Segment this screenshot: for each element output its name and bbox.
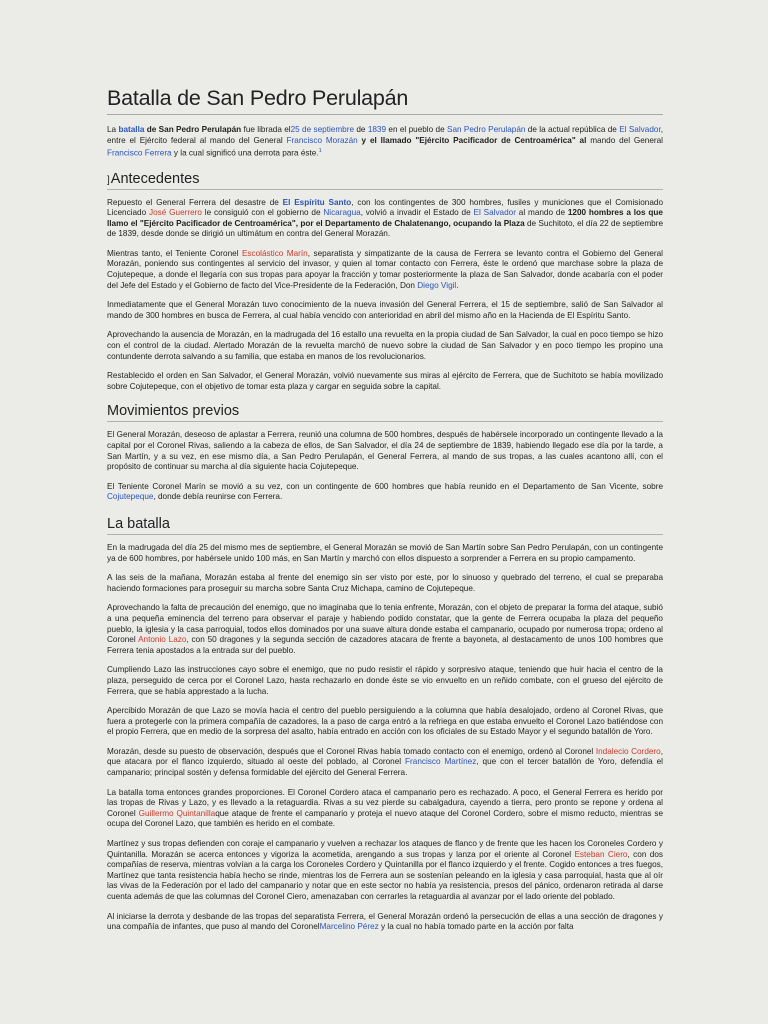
text: , volvió a invadir el Estado de [360,208,474,218]
text: de [354,125,368,134]
text: , con los contingentes de 300 hombres, fusiles y municiones que el Comisionado Licenciado [107,197,663,218]
text: y la cual no había tomado parte en la acción por falta [378,922,574,932]
text: , que con el tercer batallón de Yoro, defendía el campanario; principal sostén y defensa formidable del ejército del General Ferrera. [107,757,663,778]
text: en el pueblo de [386,125,447,134]
paragraph: A las seis de la mañana, Morazán estaba al frente del enemigo sin ser visto por este, por lo sinuoso y quebrado del terreno, el cual se preparaba haciendo formaciones para proseguir su marcha sobre Santa Cruz Michapa, camino de Cojutepeque. [107,573,663,593]
text: Martínez y sus tropas defienden con coraje el campanario y vuelven a rechazar los ataques de flanco y de frente que les hacen los Coroneles Cordero y Quintanilla. Morazán se acerca entonces y vigoriza la acometida, arengando a sus tropas y lanza por el oriente al Coronel [107,839,663,859]
section-heading-antecedentes [107,171,663,190]
link-year[interactable]: 1839 [367,125,387,134]
link-el-salvador[interactable]: El Salvador [619,125,661,134]
link-indalecio-cordero[interactable]: Indalecio Cordero [595,746,661,756]
paragraph: Cumpliendo Lazo las instrucciones cayo sobre el enemigo, que no pudo resistir el rápido y sorpresivo ataque, teniendo que huir hacia el centro de la plaza, perseguido de cerca por el Coronel Lazo, hasta rechazarlo en donde éste se vio envuelto en un reñido combate, con el grueso del ejército de Ferrera, que se había apprestado a la lucha. [107,665,663,696]
text: . [456,280,459,290]
text: le consiguió con el gobierno de [201,208,324,218]
link-el-salvador[interactable]: El Salvador [473,208,516,218]
text: , con dos compañías de reserva, mientras volvían a la carga los Coroneles Cordero y Quintanilla por el flanco izquierdo y el frente. Cogido entonces a tres fuegos, Martínez que tanta resistencia había hecho se rinde, mientras los de Ferrera aun se sostenían peleando en la iglesia y casa parroquial, hasta que al oír las vivas de la Federación por el lado del campanario y notar que en este sector no había ya resistencia, presos del pánico, ordenaron retirada al darse cuenta además de que las columnas del Coronel Ciero, amenazaban con cerrarles la retaguardia al avanzar por el lado oriente del poblado. [107,849,663,902]
link-marcelino-perez[interactable]: Marcelino Pérez [319,922,379,932]
text: , separatista y simpatizante de la causa de Ferrera se levanto contra el Gobierno del General Morazán, poniendo sus contingentes al servicio del invasor, y quien al tomar contacto con Ferrera, éste le ordenó que marchase sobre la plaza de Cojutepeque, a donde el llegaría con sus tropas para apoyar la fracción y tomar posteriormente la plaza de San Salvador, donde acabaría con el poder del Jefe del Estado y el Gobierno de facto del Vice-Presidente de la Federación, Don [107,248,663,290]
paragraph [107,839,663,903]
paragraph [107,788,663,830]
paragraph [107,603,663,656]
paragraph: En la madrugada del día 25 del mismo mes de septiembre, el General Morazán se movió de San Martín sobre San Pedro Perulapán, con un contingente ya de 600 hombres, por habérsele unido 100 más, en San Martín y marchó con ellos dispuesto a sorprender a Ferrera en su propio campamento. [107,542,663,563]
text: y la cual significó una derrota para éste. [171,148,319,158]
text: , entre el Ejército federal al mando del General [107,125,663,145]
text: , donde debía reunirse con Ferrera. [153,492,283,502]
text: La [107,125,119,134]
link-san-pedro[interactable]: San Pedro Perulapán [446,125,526,134]
text: Morazán, desde su puesto de observación, después que el Coronel Rivas había tomado contacto con el enemigo, ordenó al Coronel [107,746,596,756]
link-guillermo-quintanilla[interactable]: Guillermo Quintanilla [138,808,216,818]
footnote-ref[interactable]: 1 [318,148,322,155]
link-escolastico-marin[interactable]: Escolástico Marín [241,248,308,258]
bold-text: y el llamado "Ejército Pacificador de Centroamérica" al [357,135,587,145]
section-heading-movimientos: Movimientos previos [107,403,663,422]
text: , que atacara por el flanco izquierdo, situado al oeste del poblado, al Coronel [107,746,663,767]
bold-text: de San Pedro Perulapán [144,125,242,134]
paragraph [107,198,663,240]
text: El Teniente Coronel Marín se movió a su vez, con un contingente de 600 hombres que había reunido en el Departamento de San Vicente, sobre [107,481,663,491]
link-morazan[interactable]: Francisco Morazán [286,135,358,145]
text: Repuesto el General Ferrera del desastre de [107,197,283,207]
link-date[interactable]: 25 de septiembre [290,125,355,134]
link-ferrera[interactable]: Francisco Ferrera [107,148,172,158]
text: Al iniciarse la derrota y desbande de las tropas del separatista Ferrera, el General Morazán ordenó la persecución de ellas a una sección de dragones y una compañía de infantes, que puso al mando del Coronel [107,911,663,932]
paragraph [107,249,663,291]
text: mando del General [586,135,663,145]
text: de la actual república de [525,125,620,134]
link-cojutepeque[interactable]: Cojutepeque [107,492,154,502]
text: de Suchitoto, el día 22 de septiembre de 1839, desde donde se dirigió un ultimátum en contra del General Morazán. [107,218,664,239]
paragraph [107,747,663,779]
article-title: Batalla de San Pedro Perulapán [107,86,663,115]
link-antonio-lazo[interactable]: Antonio Lazo [138,635,187,645]
text: al mando de [515,208,568,218]
text: La batalla toma entonces grandes proporciones. El Coronel Cordero ataca el campanario pero es rechazado. A poco, el General Ferrera es herido por las tropas de Rivas y Lazo, y es llevado a la retaguardia. Rivas a su vez pierde su cabalgadura, cayendo a tierra, pero pronto se repone y ordena al Coronel [107,787,663,818]
paragraph: El General Morazán, deseoso de aplastar a Ferrera, reunió una columna de 500 hombres, después de habérsele incorporado un contingente llevado a la capital por el Coronel Rivas, saliendo a la cabeza de ellos, de San Salvador, el día 24 de septiembre de 1839, habiendo llegado ese día por la tarde, a San Martín, y a su vez, en ese mismo día, a San Pedro Perulapán, el General Ferrera, al mando de sus tropas, a las cuales acantono allí, con el propósito de continuar su marcha al día siguiente hacia Cojutepeque. [107,430,663,472]
heading-text: Antecedentes [110,170,200,187]
link-jose-guerrero[interactable]: José Guerrero [149,208,202,218]
text: que ataque de frente el campanario y proteja el nuevo ataque del Coronel Cordero, sobre el mismo reducto, mientras se ocupa del Coronel Lazo, que también es herido en el combate. [107,808,664,829]
paragraph: Restablecido el orden en San Salvador, el General Morazán, volvió nuevamente sus miras al ejército de Ferrera, que de Suchitoto se había movilizado sobre Cojutepeque, con el objetivo de tomar esta plaza y cargar en seguida sobre la capital. [107,371,663,391]
link-espiritu-santo[interactable]: El Espíritu Santo [282,197,352,207]
edit-bracket-icon: ] [107,174,110,186]
paragraph [107,482,663,503]
section-heading-batalla: La batalla [107,516,663,535]
text: Mientras tanto, el Teniente Coronel [107,248,242,258]
link-batalla[interactable]: batalla [118,125,145,134]
paragraph: Aprovechando la ausencia de Morazán, en la madrugada del 16 estallo una revuelta en la propia ciudad de San Salvador, la cual en poco tiempo se hizo con el control de la ciudad. Alertado Morazán de la revuelta marchó de nuevo sobre la ciudad de San Salvador y en poco tiempo les propino una contundente derrota salvando a su familia, que estaba en manos de los revolucionarios. [107,330,663,361]
link-francisco-martinez[interactable]: Francisco Martínez [405,757,477,767]
paragraph [107,912,663,933]
bold-text: 1200 hombres a los que llamo el "Ejército Pacificador de Centroamérica", por el Departamento de Chalatenango, ocupando la Plaza [107,208,663,228]
article [107,86,663,933]
link-nicaragua[interactable]: Nicaragua [323,208,361,218]
paragraph: Apercibido Morazán de que Lazo se movía hacia el centro del pueblo persiguiendo a la columna que había desalojado, ordeno al Coronel Rivas, que fuera a protegerle con la primera compañía de cazadores, la a paso de carga entró a la refriega en que estaba envuelto el Coronel Lazo batiéndose con el propio Ferrera, que en medio de la sorpresa del asalto, había entrado en acción con los oficiales de su Estado Mayor y el segundo batallón de Yoro. [107,706,663,737]
text: Aprovechando la falta de precaución del enemigo, que no imaginaba que lo tenia enfrente, Morazán, con el objeto de preparar la forma del ataque, subió a una pequeña eminencia del terreno para observar el paraje y habiendo podido constatar, que la gente de Ferrera ocupaba la plaza del pequeño pueblo, la iglesia y la casa parroquial, todos ellos dominados por una suave altura donde estaba el campanario, ocupado por numerosa tropa; ordeno al Coronel [107,603,663,645]
text: , con 50 dragones y la segunda sección de cazadores atacara de frente a bayoneta, al destacamento de unos 100 hombres que Ferrera tenia apostados a la entrada sur del pueblo. [107,635,663,655]
link-esteban-ciero[interactable]: Esteban Ciero [574,849,628,859]
text: fue librada el [241,125,291,134]
link-diego-vigil[interactable]: Diego Vigil [417,280,457,290]
intro-paragraph [107,125,663,160]
paragraph: Inmediatamente que el General Morazán tuvo conocimiento de la nueva invasión del General Ferrera, el 15 de septiembre, salió de San Salvador al mando de 300 hombres en busca de Ferrera, al cual había vencido con anterioridad en abril del mismo año en la Hacienda de El Espíritu Santo. [107,300,663,320]
